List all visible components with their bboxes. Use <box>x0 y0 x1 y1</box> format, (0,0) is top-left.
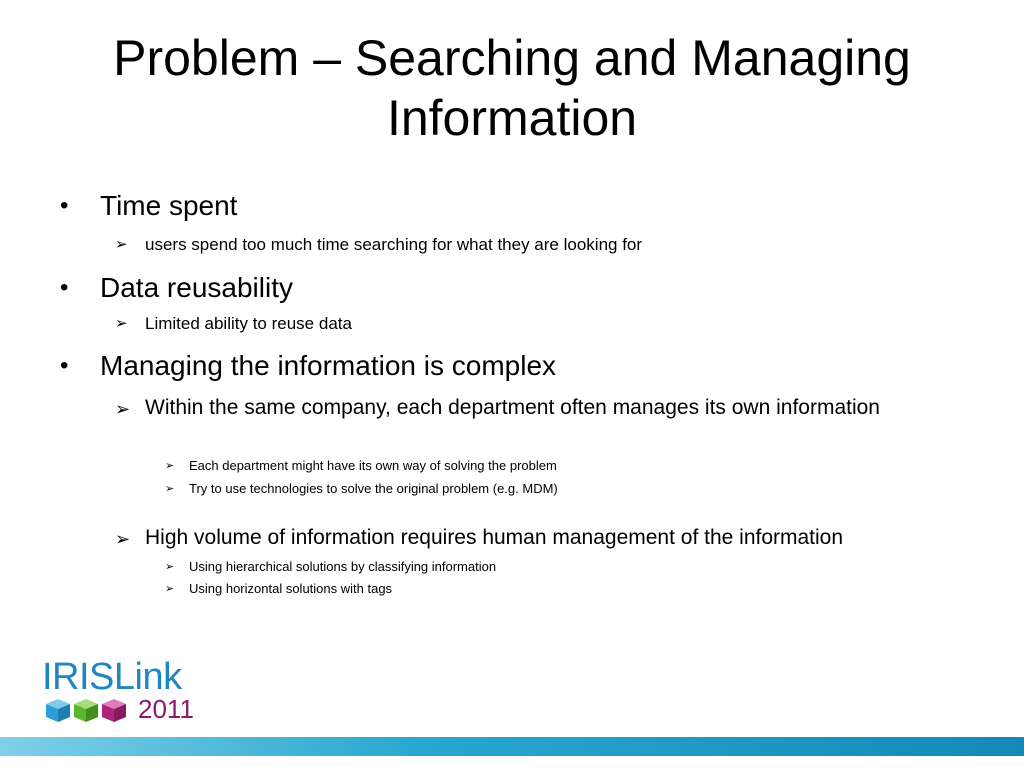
sub-sub-bullet-text: Using hierarchical solutions by classifying information <box>189 559 497 574</box>
sub-bullet-item <box>115 313 352 335</box>
slide-title: Problem – Searching and Managing Information <box>113 30 911 146</box>
bullet-dot-icon: • <box>60 352 69 379</box>
arrow-bullet-icon: ➢ <box>115 399 131 419</box>
logo-name: IRISLink <box>42 656 182 698</box>
bullet-text: Time spent <box>100 190 238 221</box>
sub-bullet-item <box>115 393 905 423</box>
sub-sub-bullet-item <box>165 558 497 576</box>
sub-bullet-text: Within the same company, each department often manages its own information <box>145 396 880 419</box>
cube-magenta-icon <box>102 699 126 722</box>
bullet-item <box>60 189 238 223</box>
logo-year: 2011 <box>138 694 194 724</box>
sub-sub-bullet-item <box>165 457 557 475</box>
arrow-bullet-icon: ➢ <box>115 236 128 253</box>
bullet-dot-icon: • <box>60 192 69 219</box>
bullet-item <box>60 271 293 305</box>
footer-accent-bar <box>0 737 1024 756</box>
bullet-text: Managing the information is complex <box>100 350 557 381</box>
arrow-bullet-icon: ➢ <box>115 315 128 332</box>
bullet-dot-icon: • <box>60 274 69 301</box>
cubes-icon <box>44 696 134 724</box>
arrow-bullet-icon: ➢ <box>165 483 175 495</box>
sub-bullet-text: users spend too much time searching for what they are looking for <box>145 235 643 254</box>
arrow-bullet-icon: ➢ <box>165 561 175 573</box>
irislink-logo <box>42 656 212 728</box>
sub-bullet-item <box>115 523 844 553</box>
bullet-text: Data reusability <box>100 272 293 303</box>
arrow-bullet-icon: ➢ <box>115 529 131 549</box>
arrow-bullet-icon: ➢ <box>165 583 175 595</box>
sub-sub-bullet-text: Each department might have its own way of solving the problem <box>189 458 557 473</box>
arrow-bullet-icon: ➢ <box>165 460 175 472</box>
sub-sub-bullet-text: Try to use technologies to solve the original problem (e.g. MDM) <box>189 481 558 496</box>
sub-sub-bullet-text: Using horizontal solutions with tags <box>189 581 393 596</box>
cube-green-icon <box>74 699 98 722</box>
sub-sub-bullet-item <box>165 480 558 498</box>
bullet-item <box>60 349 557 383</box>
sub-bullet-text: High volume of information requires human management of the information <box>145 526 844 549</box>
sub-bullet-text: Limited ability to reuse data <box>145 314 352 333</box>
cube-blue-icon <box>46 699 70 722</box>
sub-sub-bullet-item <box>165 580 393 598</box>
sub-bullet-item <box>115 234 643 256</box>
